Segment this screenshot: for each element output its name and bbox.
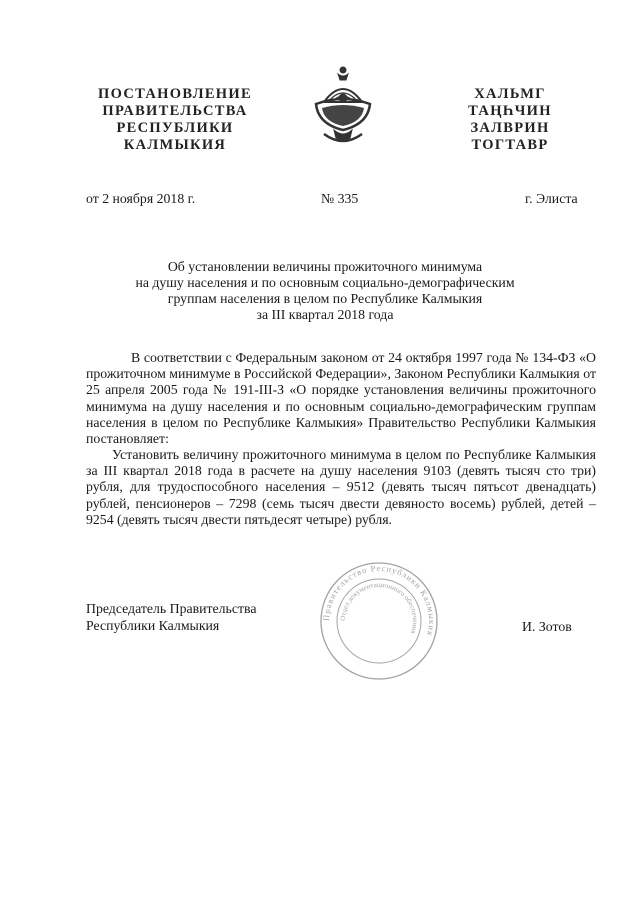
body-paragraph-1: В соответствии с Федеральным законом от 24 октября 1997 года № 134-ФЗ «О прожиточном минимуме в Российской Федерации», Законом Республики Калмыкия от 25 апреля 2005 года № 191-III-З «О порядке установления величины прожиточного минимума на душу населения и по основным социально-демографическим группам населения в целом по Республике Калмыкия» Правительство Республики Калмыкия постановляет: xyxy=(86,350,596,447)
svg-text:Правительство Республики Калмы xyxy=(321,563,437,637)
header-left-line: ПОСТАНОВЛЕНИЕ xyxy=(98,86,252,102)
document-title xyxy=(86,259,564,323)
document-number: № 335 xyxy=(321,191,359,206)
signature-title xyxy=(86,600,256,634)
coat-of-arms-emblem xyxy=(312,64,374,150)
title-line: на душу населения и по основным социально-демографическим xyxy=(135,275,515,290)
document-city: г. Элиста xyxy=(525,191,578,206)
signature-name: И. Зотов xyxy=(522,619,572,634)
stamp-inner-text: Отдел документационного обеспечения xyxy=(338,580,420,635)
header-left-line: КАЛМЫКИЯ xyxy=(123,137,227,153)
title-line: группам населения в целом по Республике Калмыкия xyxy=(167,291,483,306)
header-right-line: ТОГТАВР xyxy=(471,137,549,153)
header-right-title xyxy=(455,86,565,154)
header-right-line: ТАҢҺЧИН xyxy=(468,103,552,119)
document-date: от 2 ноября 2018 г. xyxy=(86,191,196,206)
signature-title-line: Республики Калмыкия xyxy=(86,618,220,633)
header-left-line: ПРАВИТЕЛЬСТВА xyxy=(102,103,248,119)
header-right-line: ЗАЛВРИН xyxy=(470,120,550,136)
header-right-line: ХАЛЬМГ xyxy=(474,86,546,102)
body-paragraph-2: Установить величину прожиточного минимума в целом по Республике Калмыкия за III квартал 2018 года в расчете на душу населения 9103 (девять тысяч сто три) рубля, для трудоспособного населения – 9512 (девять тысяч пятьсот двенадцать) рублей, пенсионеров – 7298 (семь тысяч двести девяносто восемь) рублей, детей – 9254 (девять тысяч двести пятьдесят четыре) рубля. xyxy=(86,447,596,527)
stamp-outer-text: Правительство Республики Калмыкия xyxy=(320,562,438,638)
header-left-title xyxy=(86,86,264,154)
header-left-line: РЕСПУБЛИКИ xyxy=(116,120,234,136)
signature-title-line: Председатель Правительства xyxy=(86,601,257,616)
title-line: за III квартал 2018 года xyxy=(256,307,394,322)
title-line: Об установлении величины прожиточного минимума xyxy=(167,259,483,274)
official-stamp xyxy=(318,560,440,682)
